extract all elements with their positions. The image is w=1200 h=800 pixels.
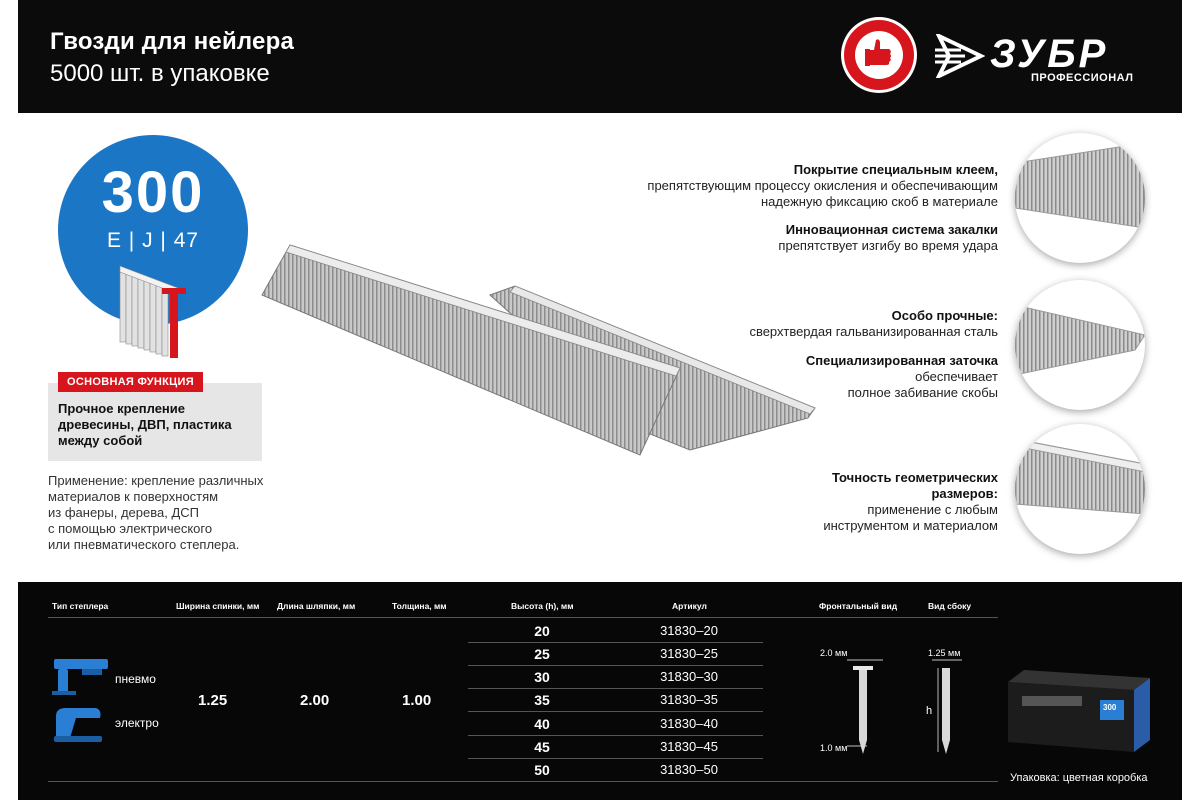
closeup-image [1015,424,1145,554]
header-thickness: Толщина, мм [392,601,447,611]
row-divider [468,711,763,712]
brand-name: ЗУБР [990,32,1109,76]
front-top-dimension: 2.0 мм [820,648,848,658]
feature-title: Покрытие специальным клеем, [793,162,998,177]
usage-text [48,473,278,553]
article-cell: 31830–25 [660,646,718,661]
type-electric: электро [115,716,159,730]
row-divider [468,735,763,736]
header-head-length: Длина шляпки, мм [277,601,356,611]
width-value: 1.25 [198,692,228,709]
feature-precision [818,470,998,534]
article-cell: 31830–20 [660,623,718,638]
feature-line: обеспечивает [915,369,998,384]
nail-strip-icon [118,262,190,360]
nail-strips-illustration [260,240,820,460]
page-subtitle: 5000 шт. в упаковке [50,60,270,87]
header-article: Артикул [672,601,707,611]
feature-adhesive [647,162,998,210]
feature-title: Инновационная система закалки [785,222,998,237]
height-cell: 35 [534,692,550,708]
page-title: Гвозди для нейлера [50,28,295,55]
usage-line: с помощью электрического [48,521,213,536]
table-bottom-divider [48,781,998,782]
side-height-label: h [926,705,933,717]
feature-line: надежную фиксацию скоб в материале [760,194,998,209]
feature-title: Точность геометрических размеров: [831,470,998,501]
feature-line: применение с любым [867,502,998,517]
row-divider [468,758,763,759]
brand-logo [935,30,1155,90]
thickness-value: 1.00 [402,692,432,709]
usage-line: материалов к поверхностям [48,489,219,504]
front-bottom-dimension: 1.0 мм [820,743,848,753]
front-view-nail-icon [845,656,885,760]
usage-line: из фанеры, дерева, ДСП [48,505,199,520]
feature-title: Особо прочные: [891,308,998,323]
row-divider [468,642,763,643]
row-divider [468,688,763,689]
article-cell: 31830–35 [660,692,718,707]
header-width: Ширина спинки, мм [176,601,260,611]
feature-hardening [778,222,998,254]
height-cell: 30 [534,669,550,685]
brand-logo-icon [935,34,985,78]
feature-line: препятствующим процессу окисления и обеспечивающим [647,178,998,193]
closeup-image [1015,280,1145,410]
package-box-image [1008,668,1150,754]
closeup-precision [1015,424,1145,554]
feature-title: Специализированная заточка [805,353,998,368]
closeup-image [1015,133,1145,263]
side-view-nail-icon [930,656,964,760]
table-header-divider [48,617,998,618]
article-cell: 31830–40 [660,716,718,731]
feature-line: полное забивание скобы [847,385,998,400]
main-function-tag: ОСНОВНАЯ ФУНКЦИЯ [58,372,203,392]
package-label: Упаковка: цветная коробка [1010,772,1148,784]
height-cell: 50 [534,762,550,778]
height-cell: 40 [534,716,550,732]
feature-line: сверхтвердая гальванизированная сталь [749,324,998,339]
package-count: 300 [1103,703,1117,712]
badge-code: E | J | 47 [106,229,200,252]
article-cell: 31830–50 [660,762,718,777]
side-top-dimension: 1.25 мм [928,648,961,658]
header-side-view: Вид сбоку [928,601,972,611]
pneumatic-stapler-icon [50,655,112,697]
height-cell: 45 [534,739,550,755]
usage-line: Применение: крепление различных [48,473,264,488]
header-stapler-type: Тип степлера [52,601,109,611]
best-brand-seal-icon [840,16,918,94]
head-value: 2.00 [300,692,330,709]
header-height: Высота (h), мм [511,601,574,611]
closeup-adhesive [1015,133,1145,263]
badge-number: 300 [101,160,205,225]
feature-sharpening [806,353,998,401]
usage-line: или пневматического степлера. [48,537,240,552]
type-pneumatic: пневмо [115,672,156,686]
height-cell: 20 [534,623,550,639]
row-divider [468,665,763,666]
closeup-strength [1015,280,1145,410]
electric-stapler-icon [50,704,106,744]
height-cell: 25 [534,646,550,662]
feature-line: препятствует изгибу во время удара [778,238,998,253]
feature-line: инструментом и материалом [823,518,998,533]
main-function-text: Прочное крепление древесины, ДВП, пластика между собой [58,401,232,448]
article-cell: 31830–45 [660,739,718,754]
feature-strength [749,308,998,340]
header-front-view: Фронтальный вид [819,601,898,611]
article-cell: 31830–30 [660,669,718,684]
header-bar [18,0,1182,113]
brand-subtitle: ПРОФЕССИОНАЛ [1031,72,1134,84]
